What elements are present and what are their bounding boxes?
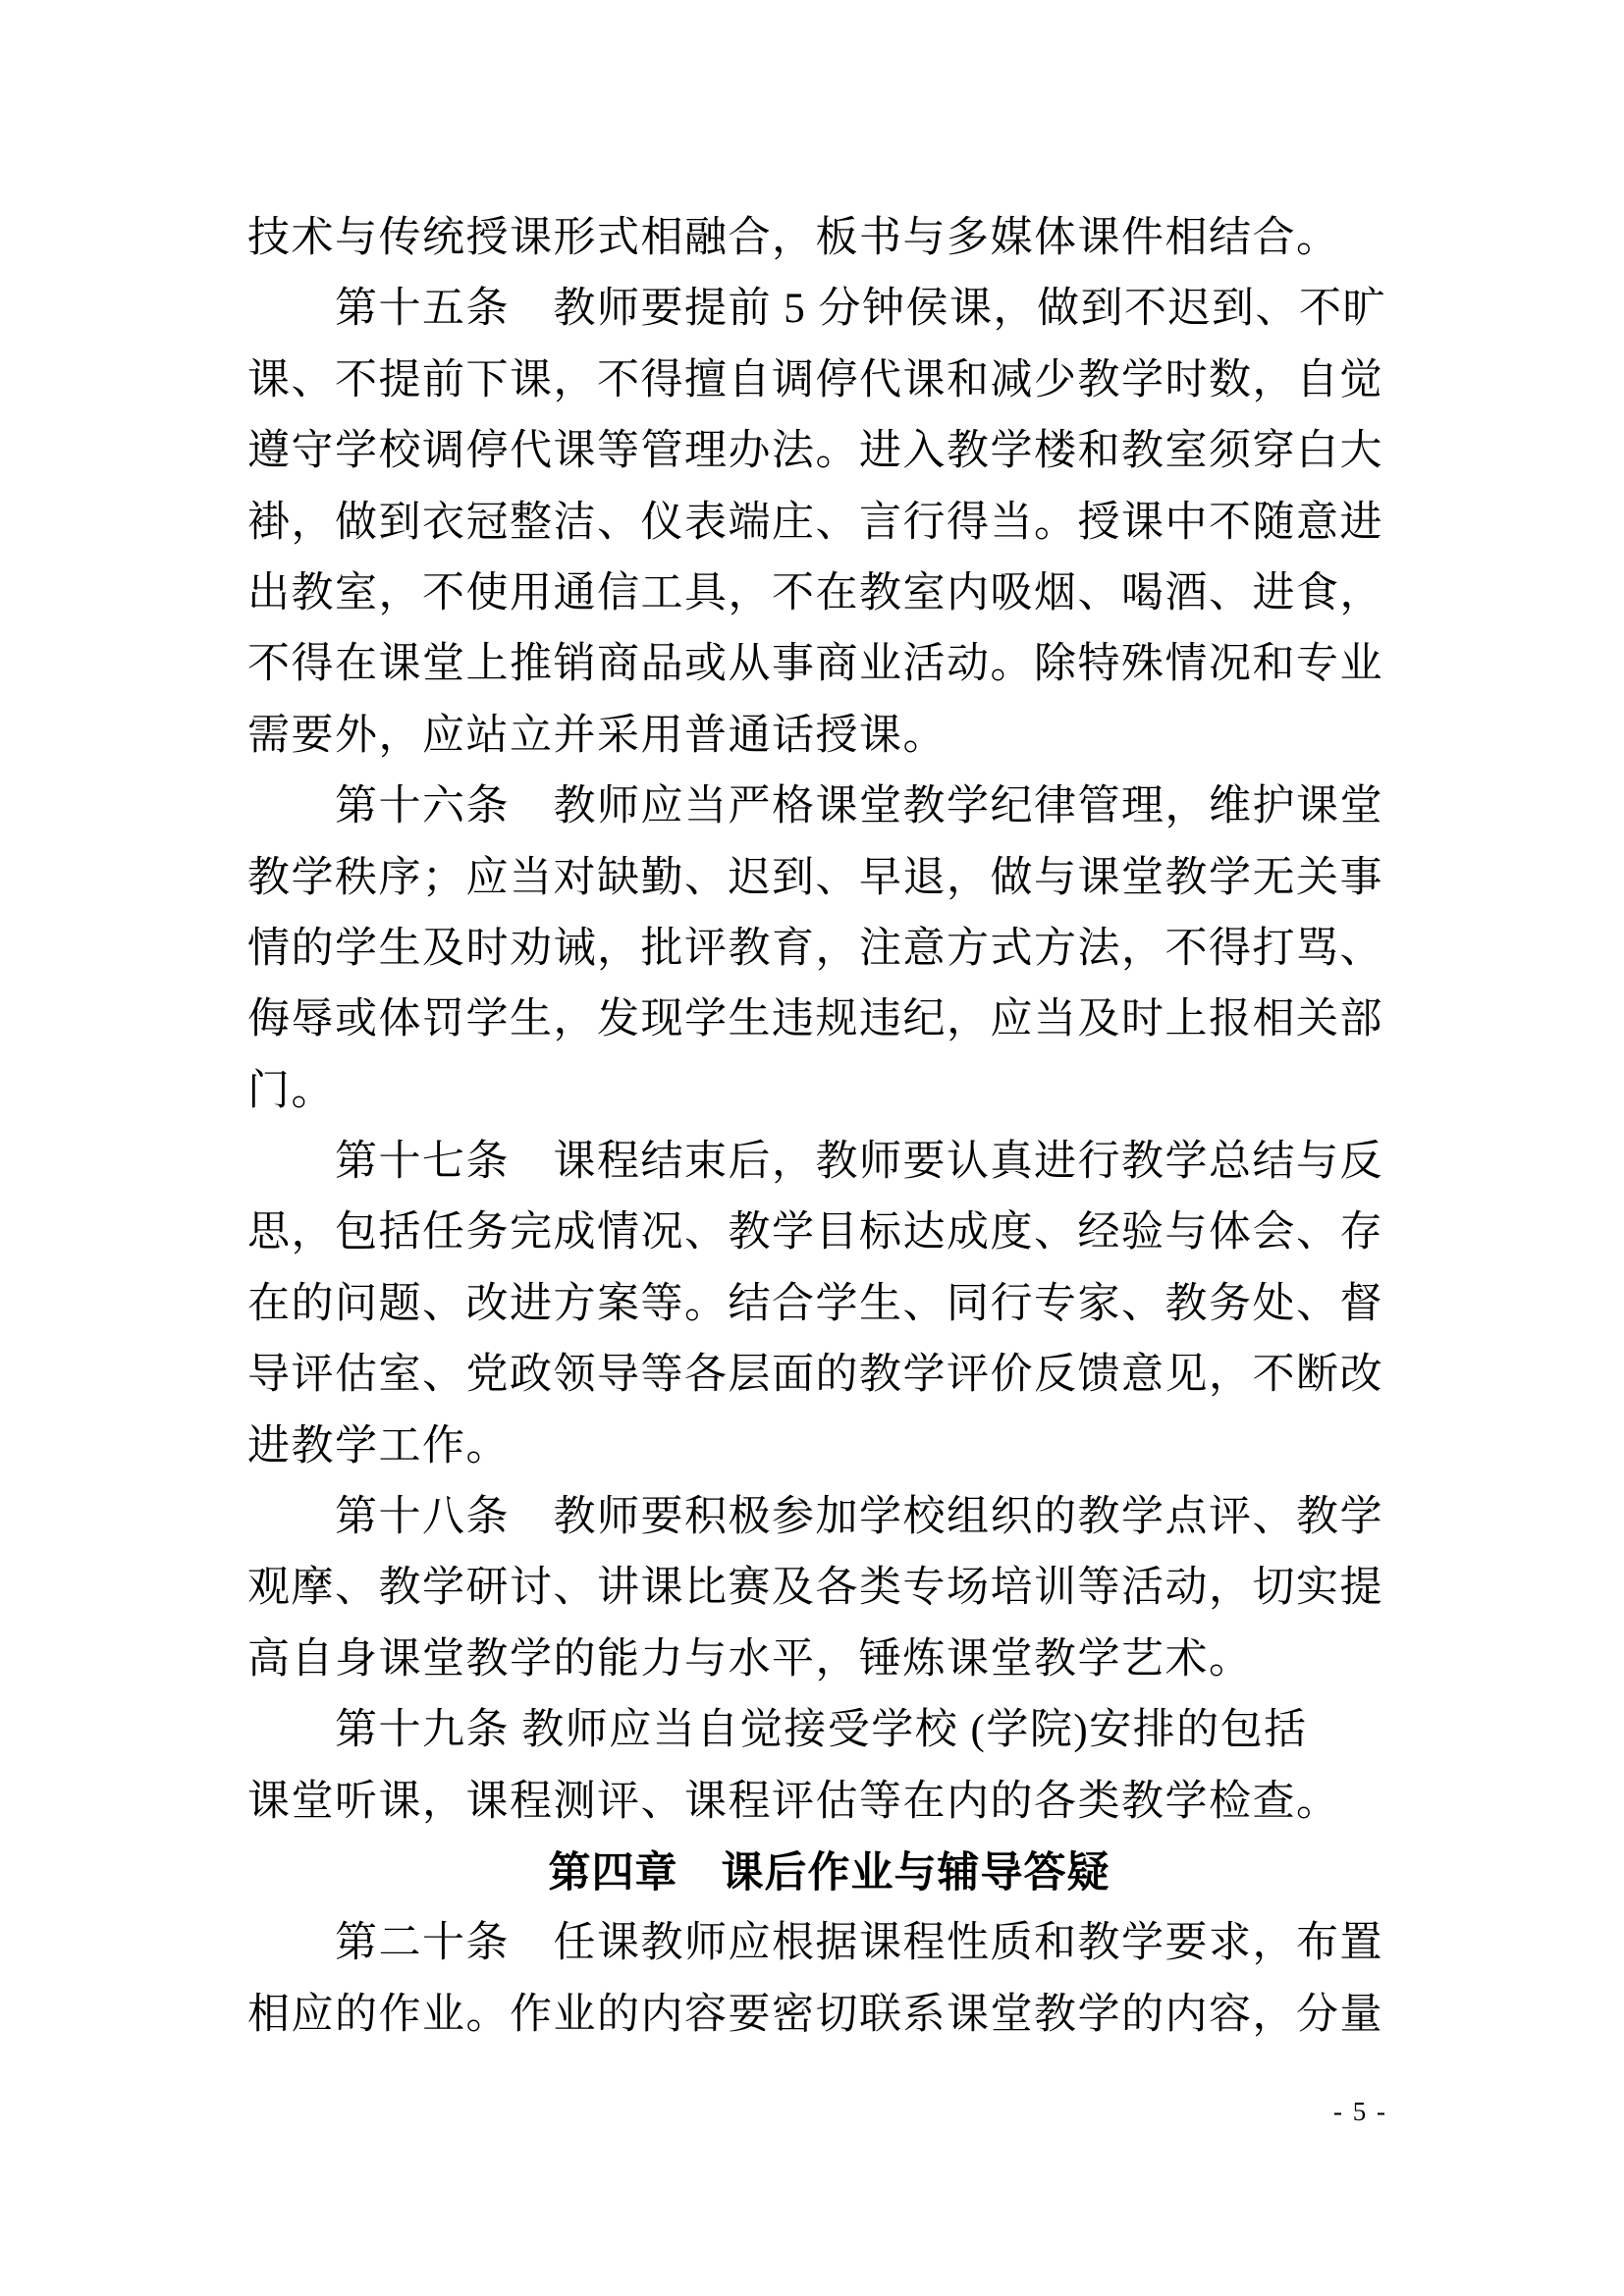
page-number: - 5 - xyxy=(1333,2097,1387,2126)
text-line: 第十七条 课程结束后，教师要认真进行教学总结与反 xyxy=(247,1139,1383,1186)
text-line: 第十八条 教师要积极参加学校组织的教学点评、教学 xyxy=(247,1494,1383,1541)
text-line: 教学秩序；应当对缺勤、迟到、早退，做与课堂教学无关事 xyxy=(247,854,1383,901)
text-line: 相应的作业。作业的内容要密切联系课堂教学的内容，分量 xyxy=(247,1991,1383,2038)
chapter-heading: 第四章 课后作业与辅导答疑 xyxy=(548,1848,1110,1896)
text-line: 不得在课堂上推销商品或从事商业活动。除特殊情况和专业 xyxy=(247,641,1383,688)
text-line: 第二十条 任课教师应根据课程性质和教学要求，布置 xyxy=(247,1920,1383,1967)
text-line: 第十五条 教师要提前 5 分钟侯课，做到不迟到、不旷 xyxy=(247,286,1386,333)
text-line: 侮辱或体罚学生，发现学生违规违纪，应当及时上报相关部 xyxy=(247,996,1383,1043)
text-line: 课、不提前下课，不得擅自调停代课和减少教学时数，自觉 xyxy=(247,356,1383,403)
text-line: 第十九条 教师应当自觉接受学校 (学院)安排的包括 xyxy=(247,1707,1308,1754)
text-line: 技术与传统授课形式相融合，板书与多媒体课件相结合。 xyxy=(247,215,1340,261)
text-line: 第十六条 教师应当严格课堂教学纪律管理，维护课堂 xyxy=(247,783,1383,830)
text-line: 高自身课堂教学的能力与水平，锤炼课堂教学艺术。 xyxy=(247,1635,1253,1682)
text-line: 褂，做到衣冠整洁、仪表端庄、言行得当。授课中不随意进 xyxy=(247,499,1383,546)
text-line: 门。 xyxy=(247,1067,335,1114)
text-line: 进教学工作。 xyxy=(247,1422,510,1469)
text-line: 导评估室、党政领导等各层面的教学评价反馈意见，不断改 xyxy=(247,1352,1383,1399)
text-line: 思，包括任务完成情况、教学目标达成度、经验与体会、存 xyxy=(247,1209,1383,1256)
text-line: 课堂听课，课程测评、课程评估等在内的各类教学检查。 xyxy=(247,1778,1340,1825)
text-line: 观摩、教学研讨、讲课比赛及各类专场培训等活动，切实提 xyxy=(247,1565,1383,1612)
text-line: 在的问题、改进方案等。结合学生、同行专家、教务处、督 xyxy=(247,1280,1383,1327)
text-line: 需要外，应站立并采用普通话授课。 xyxy=(247,712,947,759)
document-body xyxy=(247,203,1411,2051)
text-line: 出教室，不使用通信工具，不在教室内吸烟、喝酒、进食， xyxy=(247,569,1383,616)
text-line: 遵守学校调停代课等管理办法。进入教学楼和教室须穿白大 xyxy=(247,428,1383,475)
text-line: 情的学生及时劝诫，批评教育，注意方式方法，不得打骂、 xyxy=(247,925,1383,972)
